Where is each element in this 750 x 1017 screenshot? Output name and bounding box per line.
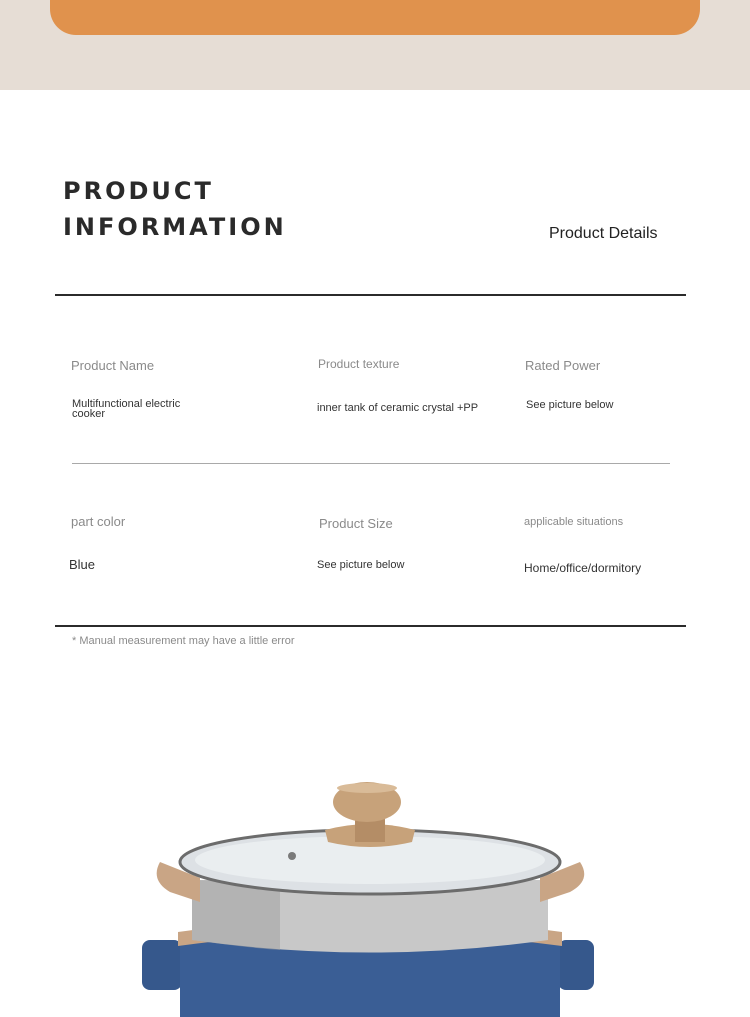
measurement-note: * Manual measurement may have a little error: [72, 635, 295, 647]
spec-label-product-texture: Product texture: [318, 357, 400, 371]
divider-bottom: [55, 625, 686, 627]
heading-line-1: PRODUCT: [63, 177, 214, 205]
orange-banner-bar: [50, 0, 700, 35]
divider-top: [55, 294, 686, 296]
spec-label-rated-power: Rated Power: [525, 358, 601, 373]
spec-label-product-name: Product Name: [71, 358, 155, 373]
spec-label-part-color: part color: [71, 514, 126, 529]
divider-middle: [72, 463, 670, 464]
heading-line-2: INFORMATION: [63, 213, 287, 241]
spec-label-product-size: Product Size: [319, 516, 393, 531]
section-heading: [63, 173, 287, 245]
spec-value-part-color: Blue: [69, 557, 96, 572]
knob-cap: [337, 783, 397, 793]
steam-vent-icon: [288, 852, 296, 860]
spec-value-applicable-situations: Home/office/dormitory: [524, 561, 642, 575]
spec-value-product-name: Multifunctional electric cooker: [72, 398, 181, 420]
spec-value-product-size: See picture below: [317, 559, 405, 571]
left-handle-base: [142, 940, 182, 990]
spec-value-product-texture: inner tank of ceramic crystal +PP: [317, 402, 479, 414]
electric-hot-pot-icon: [130, 770, 610, 1017]
top-banner: [0, 0, 750, 90]
spec-value-rated-power: See picture below: [526, 399, 614, 411]
right-handle-base: [558, 940, 594, 990]
product-details-label: Product Details: [549, 225, 658, 242]
steamer-shadow: [192, 880, 280, 950]
spec-label-applicable-situations: applicable situations: [524, 516, 624, 528]
